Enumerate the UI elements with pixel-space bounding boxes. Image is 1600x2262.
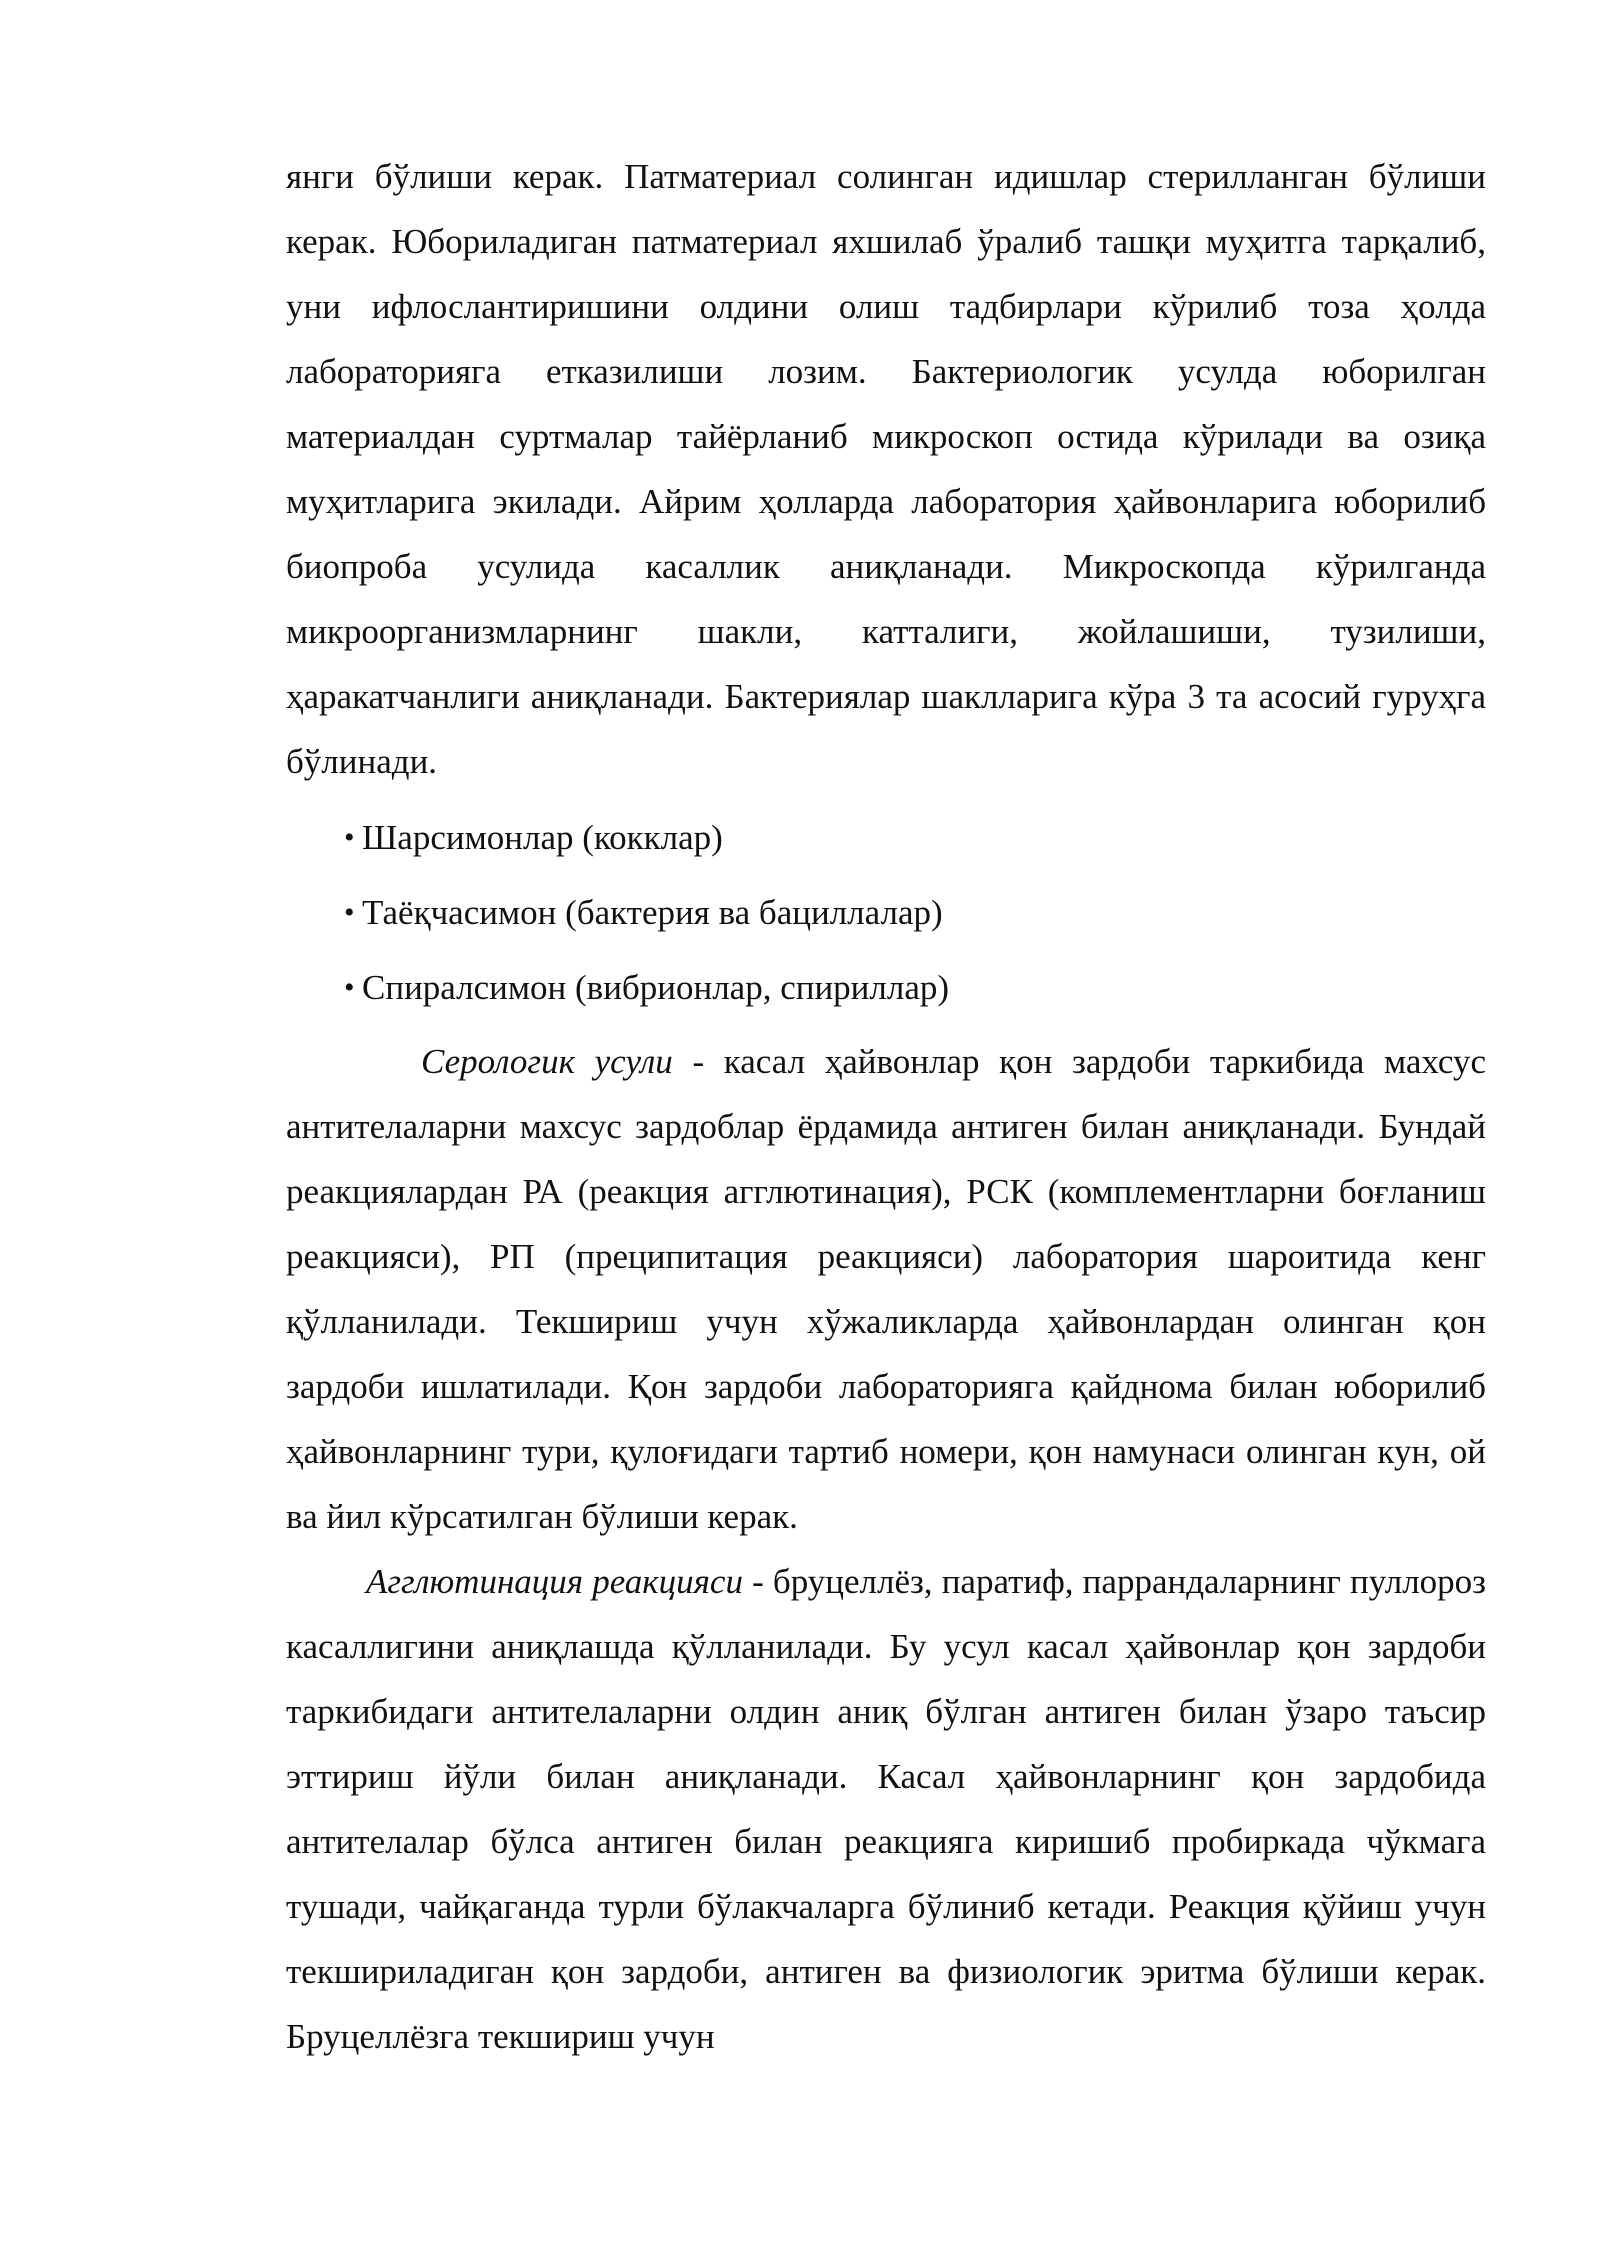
bullet-icon: • (344, 821, 355, 854)
paragraph-text: - касал ҳайвонлар қон зардоби таркибида махсус антителаларни махсус зардоблар ёрдамида антиген билан аниқланади. Бундай реакциялардан РА (реакция агглютинация), РСК (комплементларни боғланиш реакцияси), РП (преципитация реакцияси) лаборатория шароитида кенг қўлланилади. Текшириш учун хўжаликларда ҳайвонлардан олинган қон зардоби ишлатилади. Қон зардоби лабораторияга қайднома билан юборилиб ҳайвонларнинг тури, қулоғидаги тартиб номери, қон намунаси олинган кун, ой ва йил кўрсатилган бўлиши керак. (286, 1042, 1486, 1536)
bullet-icon: • (344, 971, 355, 1004)
paragraph-serological-method (286, 1029, 1486, 1549)
list-item (344, 950, 1486, 1025)
list-item (344, 800, 1486, 875)
paragraph-text: - бруцеллёз, паратиф, паррандаларнинг пуллороз касаллигини аниқлашда қўлланилади. Бу усул касал ҳайвонлар қон зардоби таркибидаги антителаларни олдин аниқ бўлган антиген билан ўзаро таъсир эттириш йўли билан аниқланади. Касал ҳайвонларнинг қон зардобида антителалар бўлса антиген билан реакцияга киришиб пробиркада чўкмага тушади, чайқаганда турли бўлакчаларга бўлиниб кетади. Реакция қўйиш учун текшириладиган қон зардоби, антиген ва физиологик эритма бўлиши керак. Бруцеллёзга текшириш учун (286, 1562, 1486, 2056)
term-serological-method: Серологик усули (421, 1042, 673, 1081)
list-item (344, 875, 1486, 950)
bacteria-shapes-list (286, 800, 1486, 1025)
bullet-icon: • (344, 896, 355, 929)
term-agglutination-reaction: Агглютинация реакцияси (366, 1562, 743, 1601)
list-item-text: Спиралсимон (вибрионлар, спириллар) (362, 968, 950, 1007)
document-body (286, 144, 1486, 2069)
paragraph-sample-handling: янги бўлиши керак. Патматериал солинган идишлар стерилланган бўлиши керак. Юбориладиган патматериал яхшилаб ўралиб ташқи муҳитга тарқалиб, уни ифлослантиришини олдини олиш тадбирлари кўрилиб тоза ҳолда лабораторияга етказилиши лозим. Бактериологик усулда юборилган материалдан суртмалар тайёрланиб микроскоп остида кўрилади ва озиқа муҳитларига экилади. Айрим ҳолларда лаборатория ҳайвонларига юборилиб биопроба усулида касаллик аниқланади. Микроскопда кўрилганда микроорганизмларнинг шакли, катталиги, жойлашиши, тузилиши, ҳаракатчанлиги аниқланади. Бактериялар шаклларига кўра 3 та асосий гуруҳга бўлинади. (286, 157, 1486, 781)
paragraph-agglutination-reaction (286, 1549, 1486, 2069)
list-item-text: Шарсимонлар (кокклар) (362, 818, 723, 857)
list-item-text: Таёқчасимон (бактерия ва бациллалар) (362, 893, 943, 932)
